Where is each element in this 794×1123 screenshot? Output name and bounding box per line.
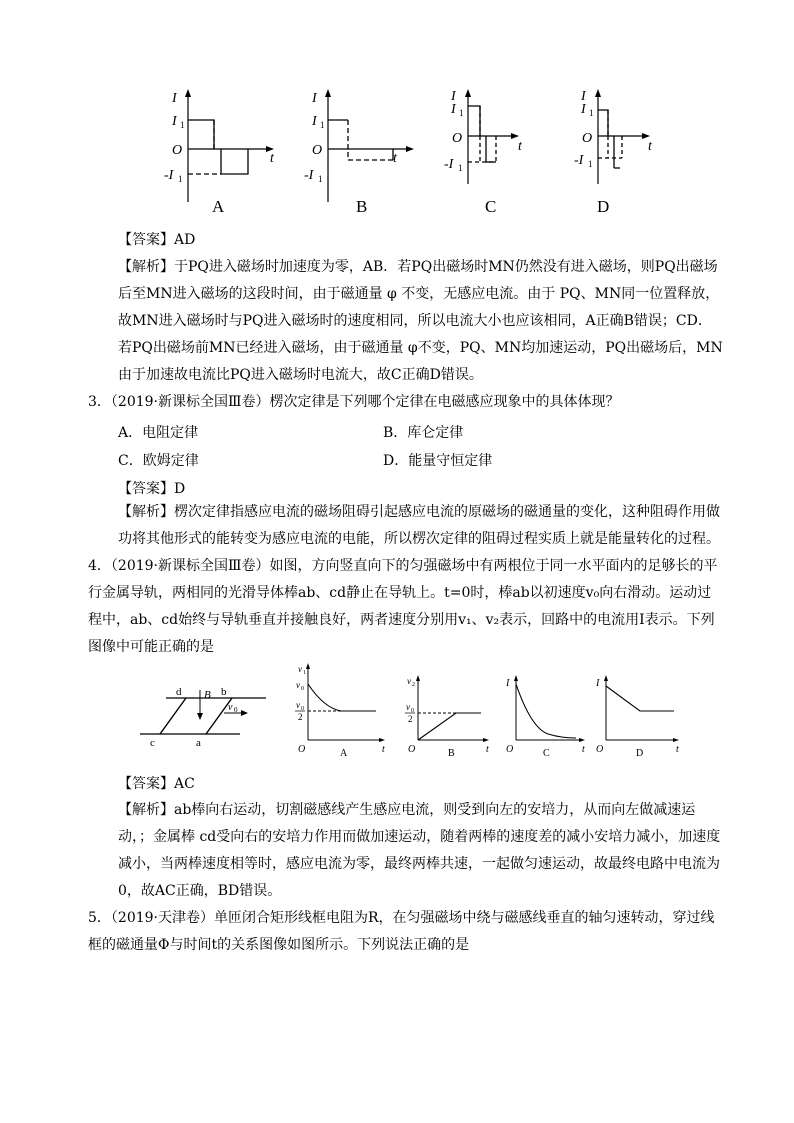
svg-text:I: I [596, 678, 600, 689]
figure1-label-c: C [485, 197, 497, 216]
q3-option-c: C．欧姆定律 [118, 453, 199, 469]
svg-text:-I: -I [304, 168, 314, 183]
svg-text:I: I [312, 91, 317, 106]
svg-text:t: t [270, 151, 274, 166]
svg-text:-I: -I [574, 153, 584, 168]
figure1-label-b: B [356, 197, 368, 216]
svg-text:O: O [408, 744, 416, 755]
figure1-label-d: D [597, 197, 610, 216]
v-graph-a [295, 663, 385, 759]
svg-text:-I: -I [164, 168, 174, 183]
q2-analysis: 【解析】于PQ进入磁场时加速度为零，AB．若PQ出磁场时MN仍然没有进入磁场，则PQ出磁场后至MN进入磁场的这段时间，由于磁通量 φ 不变，无感应电流。由于 PQ、MN同一位置释放，故MN进入磁场时与PQ进入磁场时的速度相同，所以电流大小也应该相同，A正确B错误；CD．若PQ出磁场前MN已经进入磁场，由于磁通量 φ不变，PQ、MN均加速运动，PQ出磁场后，MN由于加速故电流比PQ进入磁场时电流大，故C正确D错误。 [118, 259, 723, 383]
v-graph-b-label: B [448, 748, 455, 759]
svg-text:v: v [407, 676, 411, 686]
q3-answer: 【答案】D [118, 481, 186, 497]
svg-text:t: t [518, 139, 522, 154]
svg-text:d: d [176, 686, 182, 698]
q3-stem: 3．（2019·新课标全国Ⅲ卷）楞次定律是下列哪个定律在电磁感应现象中的具体体现？ [88, 394, 620, 410]
svg-text:1: 1 [180, 120, 185, 130]
q3-option-d: D．能量守恒定律 [383, 453, 493, 469]
svg-text:1: 1 [588, 159, 593, 169]
graph-b [304, 89, 414, 202]
q3-option-a: A．电阻定律 [118, 425, 199, 441]
svg-text:v: v [296, 700, 300, 710]
svg-text:I: I [451, 89, 456, 104]
svg-text:1: 1 [303, 670, 306, 676]
v-graph-a-label: A [340, 748, 348, 759]
svg-text:I: I [312, 114, 317, 129]
svg-text:t: t [486, 744, 489, 755]
i-graph-c [505, 675, 585, 759]
svg-text:O: O [506, 744, 514, 755]
svg-text:I: I [581, 102, 586, 117]
svg-text:v: v [298, 664, 302, 674]
svg-text:B: B [204, 689, 211, 701]
svg-text:O: O [172, 143, 183, 158]
figure1-label-a: A [212, 197, 225, 216]
svg-text:a: a [196, 737, 201, 749]
svg-text:c: c [150, 737, 155, 749]
axis-i-label: I [172, 91, 177, 106]
svg-text:0: 0 [411, 708, 414, 714]
svg-text:t: t [582, 744, 585, 755]
svg-text:1: 1 [178, 174, 183, 184]
svg-text:1: 1 [589, 108, 594, 118]
rails-diagram [140, 686, 266, 749]
q3-option-b: B．库仑定律 [383, 425, 464, 441]
svg-text:v: v [406, 702, 410, 712]
svg-text:I: I [506, 678, 510, 689]
graph-c [444, 89, 523, 184]
graph-d [574, 89, 653, 184]
q4-analysis: 【解析】ab棒向右运动，切割磁感线产生感应电流，则受到向左的安培力，从而向左做减速运动，；金属棒 cd受向右的安培力作用而做加速运动，随着两棒的速度差的减小安培力减小，加速度减小，当两棒速度相等时，感应电流为零，最终两棒共速，一起做匀速运动，故最终电路中电流为0，故AC正确，BD错误。 [118, 802, 721, 899]
v-graph-b [405, 675, 489, 759]
svg-text:t: t [648, 139, 652, 154]
svg-text:O: O [452, 131, 463, 146]
svg-text:0: 0 [301, 706, 304, 712]
svg-text:I: I [172, 114, 177, 129]
svg-text:t: t [393, 151, 397, 166]
i-graph-c-label: C [543, 748, 550, 759]
svg-text:t: t [676, 744, 679, 755]
svg-text:0: 0 [301, 686, 304, 692]
q4-stem: 4．（2019·新课标全国Ⅲ卷）如图，方向竖直向下的匀强磁场中有两根位于同一水平面内的足够长的平行金属导轨，两相同的光滑导体棒ab、cd静止在导轨上。t=0时，棒ab以初速度v₀向右滑动。运动过程中，ab、cd始终与导轨垂直并接触良好，两者速度分别用v₁、v₂表示，回路中的电流用I表示。下列图像中可能正确的是 [88, 558, 718, 655]
svg-text:0: 0 [234, 706, 238, 714]
svg-text:b: b [221, 686, 227, 698]
i-graph-d [595, 675, 679, 759]
svg-text:1: 1 [459, 108, 464, 118]
figure-current-graphs [160, 84, 680, 219]
svg-text:O: O [312, 143, 323, 158]
svg-text:2: 2 [412, 682, 415, 688]
svg-text:2: 2 [298, 712, 303, 722]
svg-text:O: O [298, 744, 306, 755]
q5-stem: 5．（2019·天津卷）单匝闭合矩形线框电阻为R，在匀强磁场中绕与磁感线垂直的轴匀速转动，穿过线框的磁通量Φ与时间t的关系图像如图所示。下列说法正确的是 [88, 910, 715, 953]
svg-text:1: 1 [318, 174, 323, 184]
svg-text:1: 1 [320, 120, 325, 130]
svg-text:I: I [451, 102, 456, 117]
q4-answer: 【答案】AC [118, 776, 195, 792]
svg-text:v: v [228, 702, 233, 713]
svg-text:v: v [296, 680, 300, 690]
svg-text:2: 2 [408, 714, 413, 724]
svg-text:O: O [596, 744, 604, 755]
svg-text:t: t [382, 744, 385, 755]
svg-text:-I: -I [444, 157, 454, 172]
q2-answer: 【答案】AD [118, 232, 196, 248]
svg-text:I: I [581, 89, 586, 104]
graph-a [164, 89, 275, 202]
i-graph-d-label: D [636, 748, 644, 759]
svg-text:1: 1 [458, 163, 463, 173]
svg-text:O: O [582, 131, 593, 146]
q3-analysis: 【解析】楞次定律指感应电流的磁场阻碍引起感应电流的原磁场的磁通量的变化，这种阻碍作用做功将其他形式的能转变为感应电流的电能，所以楞次定律的阻碍过程实质上就是能量转化的过程。 [118, 504, 720, 547]
figure-rails-and-graphs [136, 658, 692, 763]
